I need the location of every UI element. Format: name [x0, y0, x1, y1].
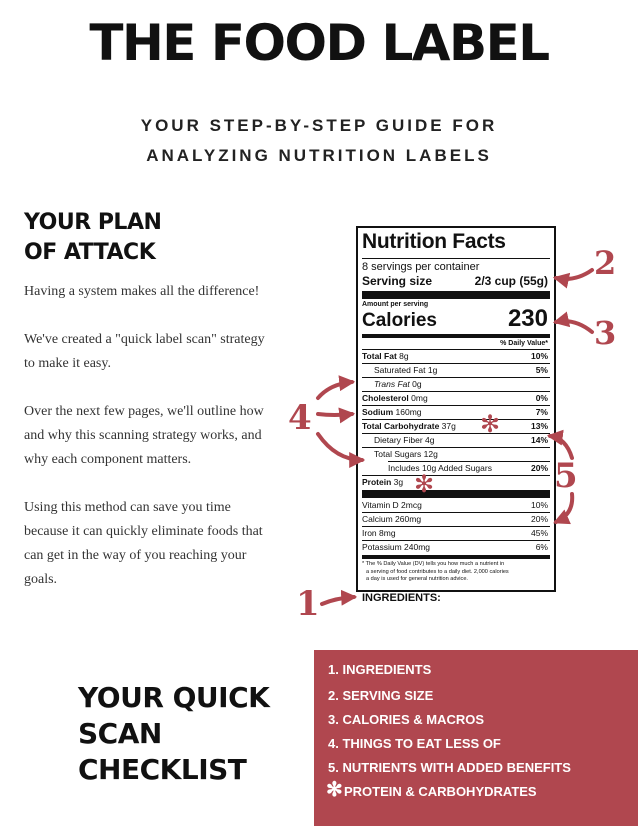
servings-per-container: 8 servings per container [362, 261, 480, 273]
daily-value-header: % Daily Value* [500, 340, 548, 347]
plan-heading-line-1: YOUR PLAN [24, 210, 162, 235]
calories-label: Calories [362, 310, 437, 331]
arrow-fiber [550, 436, 572, 458]
serving-size-label: Serving size [362, 274, 433, 288]
arrow-serving-size [556, 270, 592, 279]
arrow-cholesterol [318, 382, 352, 398]
ingredients-label: INGREDIENTS: [362, 592, 441, 604]
vitamin-d: Vitamin D 2mcg [362, 500, 422, 510]
row-total-carbohydrate-dv: 13% [530, 421, 548, 431]
amount-per-serving: Amount per serving [362, 301, 429, 308]
vitamin-d-dv: 10% [530, 500, 548, 510]
row-dietary-fiber: Dietary Fiber 4g [374, 435, 435, 445]
row-dietary-fiber-dv: 14% [530, 435, 548, 445]
row-added-sugars-dv: 20% [530, 463, 548, 473]
plan-paragraph-1: Having a system makes all the difference! [24, 284, 260, 299]
row-saturated-fat: Saturated Fat 1g [374, 365, 438, 375]
checklist-item-3: 3. CALORIES & MACROS [328, 712, 485, 727]
arrow-sodium [318, 414, 352, 415]
row-cholesterol-dv: 0% [535, 393, 548, 403]
arrow-calories [556, 321, 592, 332]
arrow-total-sugars [318, 434, 362, 460]
calories-value: 230 [507, 305, 548, 332]
asterisk-icon: ✻ [480, 410, 501, 438]
plan-paragraph-3: Over the next few pages, we'll outline how and why this scanning strategy works, and why each component matters. [24, 404, 264, 467]
row-total-fat: Total Fat 8g [362, 351, 409, 361]
checklist-item-6: PROTEIN & CARBOHYDRATES [344, 784, 537, 799]
row-added-sugars: Includes 10g Added Sugars [388, 463, 492, 473]
calcium: Calcium 260mg [362, 514, 422, 524]
calcium-dv: 20% [530, 514, 548, 524]
row-trans-fat: Trans Fat 0g [374, 379, 422, 389]
marker-5: 5 [554, 456, 578, 496]
marker-3: 3 [594, 314, 617, 352]
quick-scan-heading-line-1: YOUR QUICK [78, 681, 270, 714]
iron: Iron 8mg [362, 528, 396, 538]
arrow-added-sugars [556, 494, 572, 522]
checklist-item-4: 4. THINGS TO EAT LESS OF [328, 736, 501, 751]
row-sodium-dv: 7% [535, 407, 548, 417]
arrow-ingredients [322, 597, 354, 604]
checklist-item-5: 5. NUTRIENTS WITH ADDED BENEFITS [328, 760, 571, 775]
footnote: * The % Daily Value (DV) tells you how much a nutrient in a serving of food contributes to a daily diet. 2,000 calories a day is used for general nutrition advice. [362, 561, 509, 582]
marker-2: 2 [594, 244, 617, 282]
potassium-dv: 6% [535, 542, 548, 552]
label-title: Nutrition Facts [362, 230, 506, 253]
asterisk-icon: ✻ [414, 470, 435, 498]
potassium: Potassium 240mg [362, 542, 431, 552]
quick-scan-heading-line-3: CHECKLIST [78, 753, 247, 786]
subtitle-line-2: ANALYZING NUTRITION LABELS [146, 146, 492, 165]
checklist-item-1: 1. INGREDIENTS [328, 662, 432, 677]
row-total-fat-dv: 10% [530, 351, 548, 361]
plan-paragraph-2: We've created a "quick label scan" strategy to make it easy. [24, 332, 265, 371]
row-total-carbohydrate: Total Carbohydrate 37g [362, 421, 456, 431]
plan-paragraph-4: Using this method can save you time because it can quickly eliminate foods that can get in the way of you reaching your goals. [24, 500, 263, 587]
page-title: THE FOOD LABEL [89, 14, 549, 72]
asterisk-icon: ✻ [326, 779, 343, 801]
marker-4: 4 [288, 398, 312, 438]
iron-dv: 45% [530, 528, 548, 538]
subtitle-line-1: YOUR STEP-BY-STEP GUIDE FOR [140, 116, 498, 135]
serving-size-value: 2/3 cup (55g) [474, 274, 548, 288]
row-protein: Protein 3g [362, 477, 404, 487]
plan-heading-line-2: OF ATTACK [24, 240, 156, 265]
row-total-sugars: Total Sugars 12g [374, 449, 438, 459]
quick-scan-heading-line-2: SCAN [78, 717, 162, 750]
marker-1: 1 [296, 584, 320, 624]
row-cholesterol: Cholesterol 0mg [362, 393, 428, 403]
row-saturated-fat-dv: 5% [535, 365, 548, 375]
checklist-item-2: 2. SERVING SIZE [328, 688, 434, 703]
row-sodium: Sodium 160mg [362, 407, 422, 417]
